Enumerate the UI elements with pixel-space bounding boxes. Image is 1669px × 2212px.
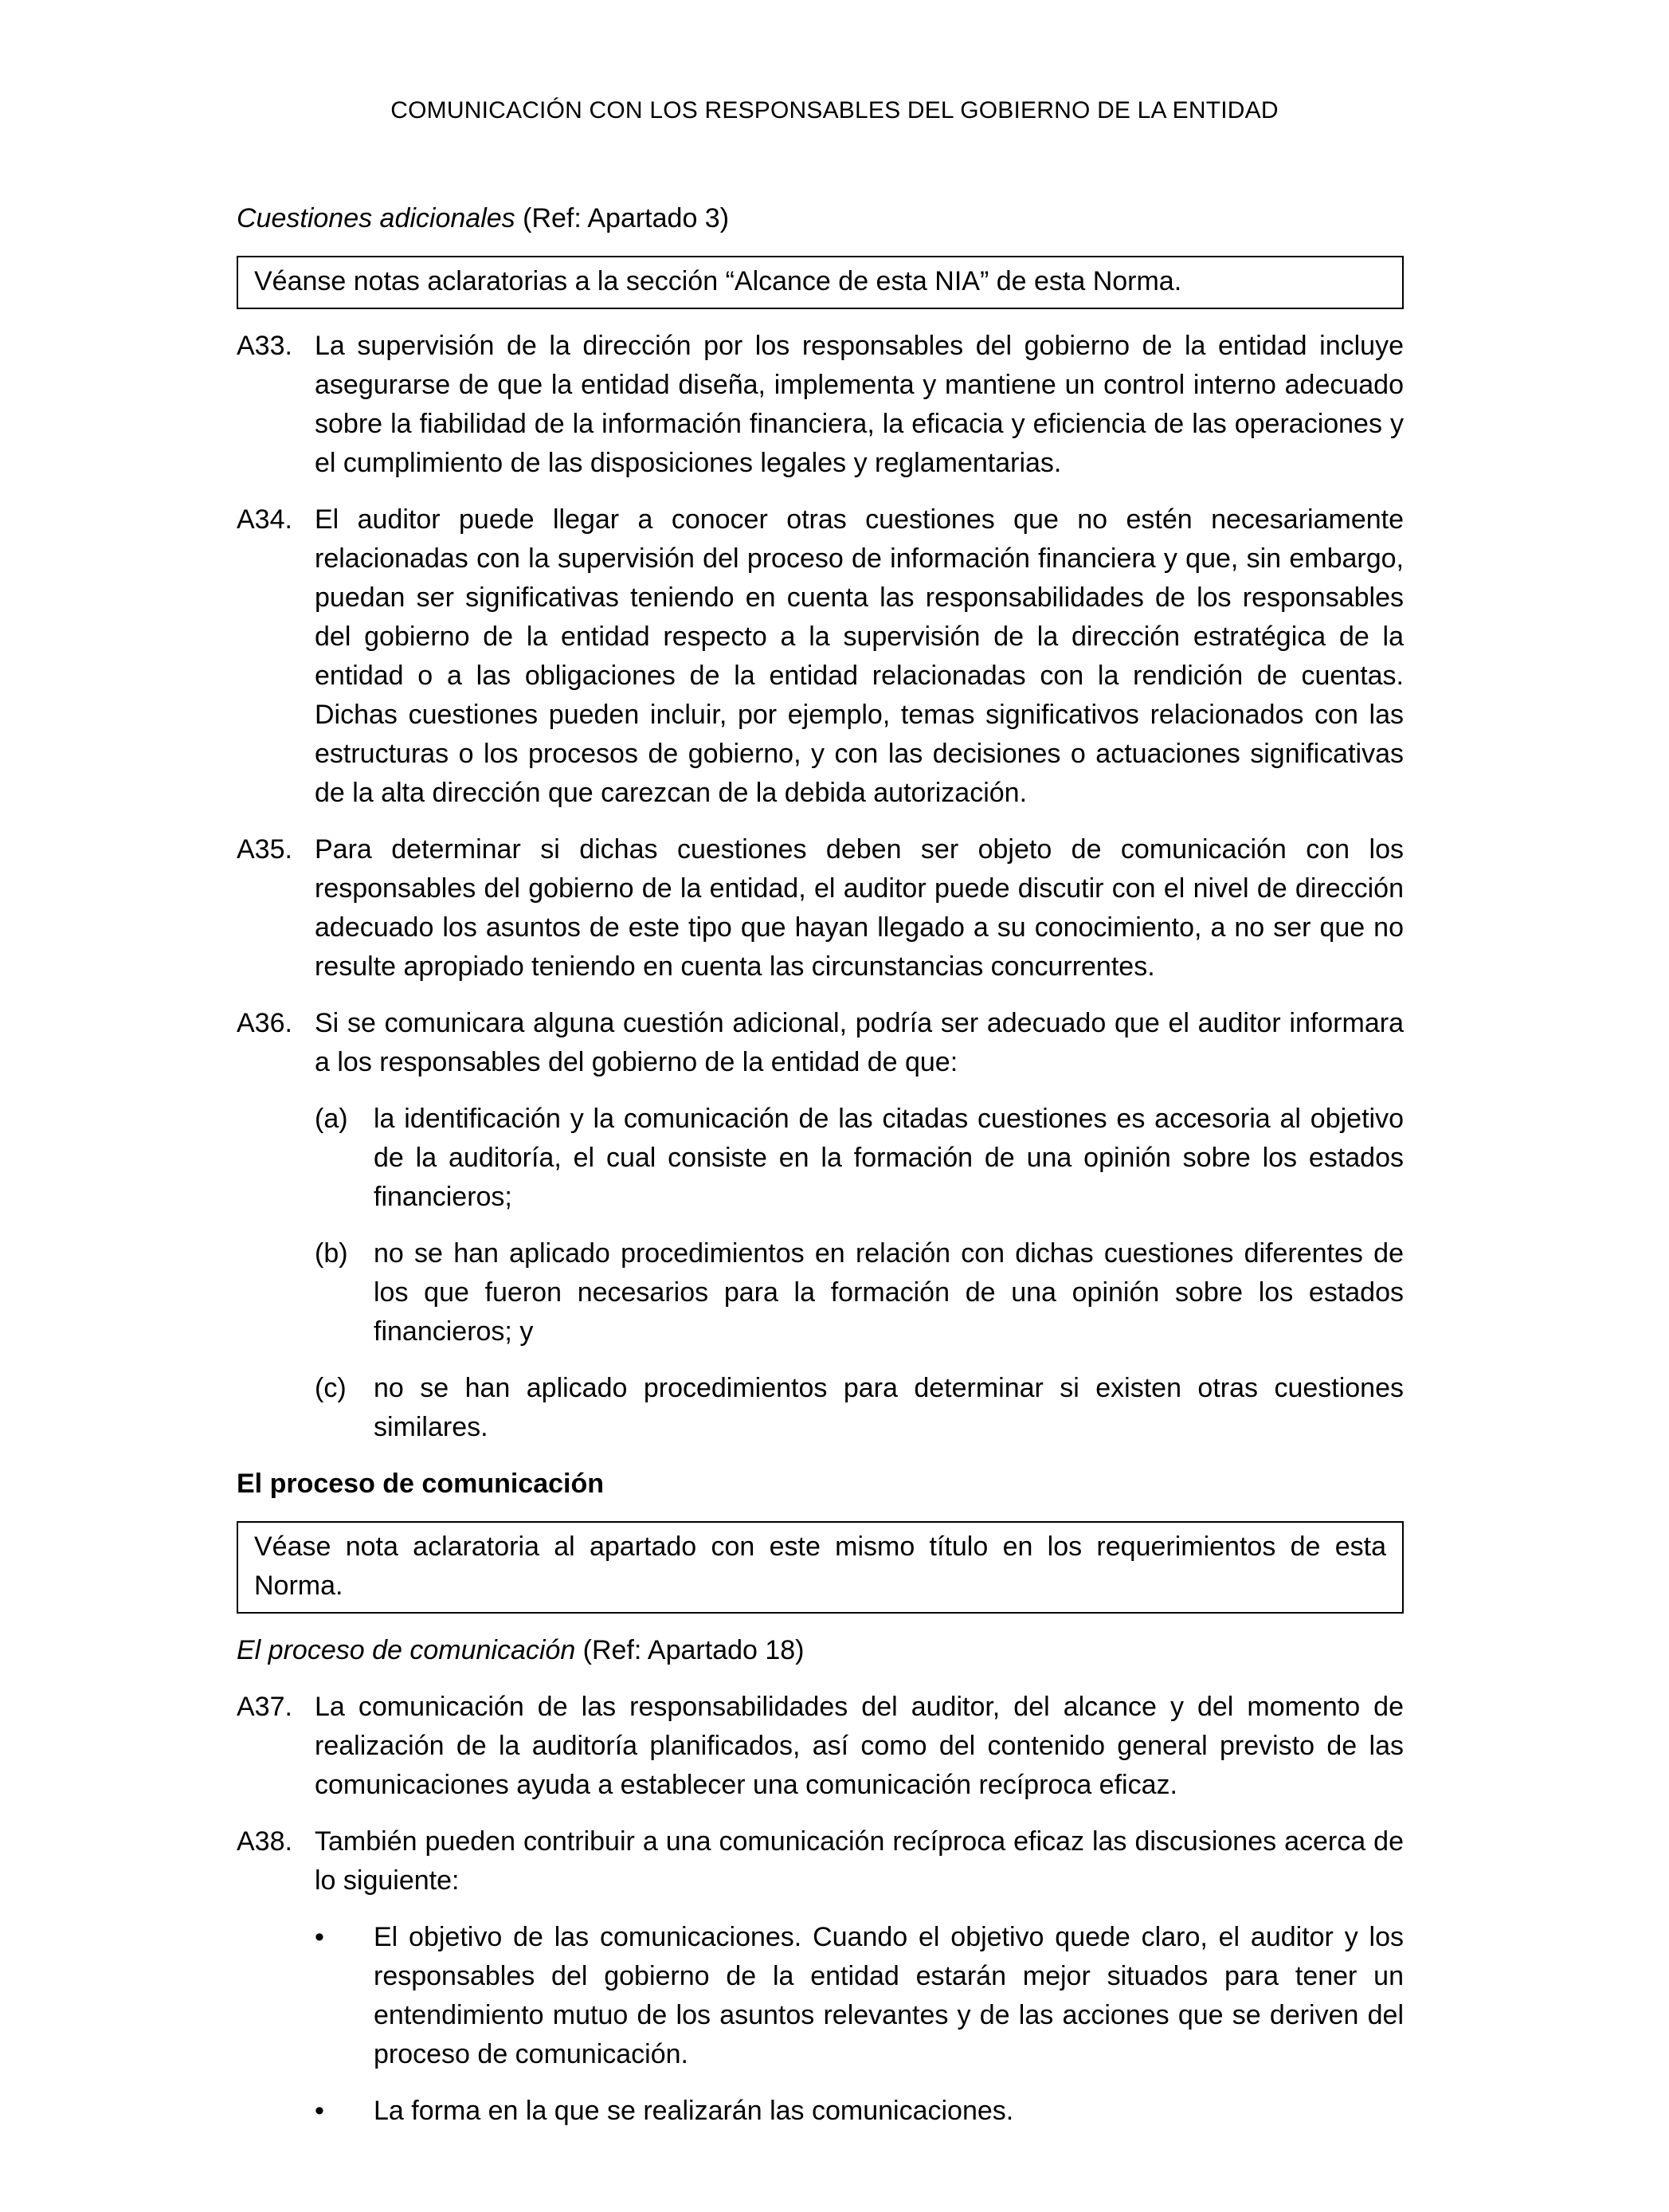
paragraph-number: A37. [237, 1692, 292, 1722]
subheading-ref: (Ref: Apartado 3) [515, 203, 730, 233]
subheading-italic: Cuestiones adicionales [237, 203, 515, 233]
paragraph-text: Para determinar si dichas cuestiones deben ser objeto de comunicación con los responsables del gobierno de la entidad, el auditor puede discutir con el nivel de dirección adecuado los asuntos de este tipo que hayan llegado a su conocimiento, a no ser que no resulte apropiado teniendo en cuenta las circunstancias concurrentes. [315, 834, 1404, 982]
paragraph-text: También pueden contribuir a una comunicación recíproca eficaz las discusiones acerca de lo siguiente: [315, 1826, 1404, 1896]
list-item-label: (a) [315, 1104, 348, 1134]
subheading-ref: (Ref: Apartado 18) [575, 1635, 805, 1665]
bullet-item [315, 2092, 1404, 2131]
list-item-text: la identificación y la comunicación de las citadas cuestiones es accesoria al objetivo de la auditoría, el cual consiste en la formación de una opinión sobre los estados financieros; [374, 1104, 1404, 1212]
subheading-italic: El proceso de comunicación [237, 1635, 576, 1665]
list-item [315, 1234, 1404, 1351]
paragraph-text: El auditor puede llegar a conocer otras cuestiones que no estén necesariamente relacionadas con la supervisión del proceso de información financiera y que, sin embargo, puedan ser significativas teniendo en cuenta las responsabilidades de los responsables del gobierno de la entidad respecto a la supervisión de la dirección estratégica de la entidad o a las obligaciones de la entidad relacionadas con la rendición de cuentas. Dichas cuestiones pueden incluir, por ejemplo, temas significativos relacionados con las estructuras o los procesos de gobierno, y con las decisiones o actuaciones significativas de la alta dirección que carezcan de la debida autorización. [315, 504, 1404, 808]
paragraph-a38 [237, 1822, 1404, 2131]
paragraph-text: Si se comunicara alguna cuestión adicional, podría ser adecuado que el auditor informara a los responsables del gobierno de la entidad de que: [315, 1008, 1404, 1077]
list-item [315, 1369, 1404, 1447]
paragraph-text: La comunicación de las responsabilidades del auditor, del alcance y del momento de realización de la auditoría planificados, así como del contenido general previsto de las comunicaciones ayuda a establecer una comunicación recíproca eficaz. [315, 1692, 1404, 1800]
list-item-label: (c) [315, 1373, 347, 1403]
paragraph-a36 [237, 1004, 1404, 1447]
paragraph-a33 [237, 327, 1404, 483]
bullet-item [315, 1918, 1404, 2074]
bullet-icon: • [315, 1922, 324, 1952]
list-item-text: no se han aplicado procedimientos para determinar si existen otras cuestiones similares. [374, 1373, 1404, 1442]
sub-list [315, 1100, 1404, 1447]
paragraph-number: A34. [237, 504, 292, 535]
paragraph-number: A36. [237, 1008, 292, 1038]
note-box-proceso: Véase nota aclaratoria al apartado con este mismo título en los requerimientos de esta Norma. [237, 1521, 1404, 1614]
paragraph-number: A33. [237, 331, 292, 361]
subheading-cuestiones-adicionales [237, 199, 1404, 238]
subheading-proceso [237, 1631, 1404, 1670]
bullet-text: La forma en la que se realizarán las comunicaciones. [374, 2096, 1014, 2126]
bullet-icon: • [315, 2096, 324, 2126]
list-item-label: (b) [315, 1238, 348, 1269]
paragraph-text: La supervisión de la dirección por los responsables del gobierno de la entidad incluye asegurarse de que la entidad diseña, implementa y mantiene un control interno adecuado sobre la fiabilidad de la información financiera, la eficacia y eficiencia de las operaciones y el cumplimiento de las disposiciones legales y reglamentarias. [315, 331, 1404, 478]
paragraph-a34 [237, 500, 1404, 813]
running-header: COMUNICACIÓN CON LOS RESPONSABLES DEL GOBIERNO DE LA ENTIDAD [390, 97, 1279, 124]
paragraph-a35 [237, 830, 1404, 986]
paragraph-a37 [237, 1688, 1404, 1805]
bullet-text: El objetivo de las comunicaciones. Cuando el objetivo quede claro, el auditor y los responsables del gobierno de la entidad estarán mejor situados para tener un entendimiento mutuo de los asuntos relevantes y de las acciones que se deriven del proceso de comunicación. [374, 1922, 1404, 2069]
paragraph-number: A35. [237, 834, 292, 865]
section-title-proceso: El proceso de comunicación [237, 1469, 605, 1499]
note-box-alcance: Véanse notas aclaratorias a la sección “Alcance de esta NIA” de esta Norma. [237, 256, 1404, 309]
paragraph-body [315, 1822, 1404, 2131]
bullet-list [315, 1918, 1404, 2131]
list-item [315, 1100, 1404, 1217]
paragraph-body [315, 1004, 1404, 1447]
paragraph-number: A38. [237, 1826, 292, 1857]
list-item-text: no se han aplicado procedimientos en relación con dichas cuestiones diferentes de los que fueron necesarios para la formación de una opinión sobre los estados financieros; y [374, 1238, 1404, 1347]
page-content [237, 199, 1404, 2148]
